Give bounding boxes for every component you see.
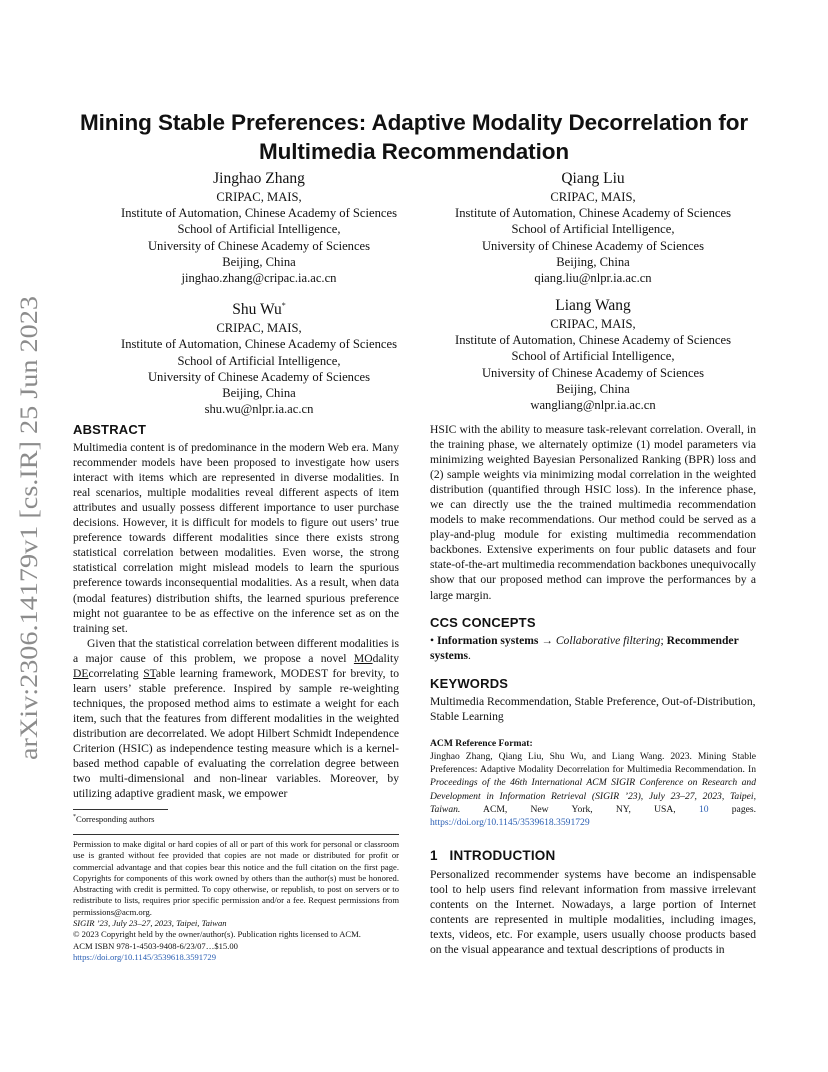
- paper-title-line-2: Multimedia Recommendation: [258, 139, 570, 164]
- ccs-heading: CCS CONCEPTS: [430, 614, 536, 630]
- abstract-text: Given that the statistical correlation between different modalities is a major cause of this problem, we propose a novel: [73, 636, 399, 665]
- author-location: Beijing, China: [222, 385, 296, 400]
- ccs-bullet: •: [430, 633, 435, 647]
- introduction-paragraph: Personalized recommender systems have become an indispensable tool to help users find relevant information from massive irrelevant contents on the Internet. Nowadays, a large portion of Internet contents are represented in multiple modalities, including images, texts, videos, etc. For example, users usually choose products based on the visual appearance and textual descriptions of products in: [430, 867, 756, 956]
- ccs-concepts: [430, 633, 756, 663]
- author-email: shu.wu@nlpr.ia.ac.cn: [204, 402, 314, 417]
- acronym-letter: MO: [353, 651, 373, 665]
- footnote-mark: *: [73, 814, 76, 820]
- author-affiliation: University of Chinese Academy of Sciences: [481, 238, 705, 253]
- author-location: Beijing, China: [222, 254, 296, 269]
- permission-notice: Permission to make digital or hard copies of all or part of this work for personal or classroom use is granted without fee provided that copies are not made or distributed for profit or commercial advantage and that copies bear this notice and the full citation on the first page. Copyrights for components of this work owned by others than the author(s) must be honored. Abstracting with credit is permitted. To copy otherwise, or republish, to post on servers or to redistribute to lists, requires prior specific permission and/or a fee. Request permissions from permissions@acm.org.: [73, 839, 399, 917]
- reference-authors: Jinghao Zhang, Qiang Liu, Shu Wu, and Liang Wang. 2023. Mining Stable Preferences: Adaptive Modality Decorrelation for Multimedia Recommendation. In: [430, 750, 756, 776]
- author-name: Liang Wang: [555, 297, 631, 314]
- acronym-letter: DE: [73, 666, 89, 680]
- corresponding-footnote: [73, 812, 399, 825]
- abstract-text: dality: [372, 651, 399, 665]
- author-block-4: [404, 296, 782, 413]
- reference-publisher: ACM, New York, NY, USA,: [460, 804, 699, 816]
- author-affiliation: School of Artificial Intelligence,: [177, 353, 341, 368]
- abstract-section: [73, 422, 399, 801]
- paper-title: [60, 108, 768, 166]
- author-block-3: [70, 296, 448, 417]
- author-location: Beijing, China: [556, 381, 630, 396]
- reference-doi-link[interactable]: https://doi.org/10.1145/3539618.3591729: [430, 817, 590, 829]
- footnote-text: Corresponding authors: [76, 813, 155, 824]
- abstract-text: able learning framework, MODEST for brevity, to learn users’ stable preference. Inspired by sample re-weighting techniques, the proposed method aims to estimate a weight for each item, such that the features from different modalities in the weighted distribution are decorrelated. We adopt Hilbert Schmidt Independence Criterion (HSIC) as independence testing measure which is a kernel-based method capable of evaluating the correlation degree between two multi-dimensional and non-linear variables. Moreover, by utilizing adaptive gradient mask, we empower: [73, 666, 399, 801]
- author-affiliation: Institute of Automation, Chinese Academy of Sciences: [121, 206, 397, 221]
- acronym-letter: ST: [143, 666, 156, 680]
- abstract-text: correlating: [88, 666, 144, 680]
- reference-proceedings: Proceedings of the 46th International ACM SIGIR Conference on Research and Development in Information Retrieval (SIGIR ’23), July 23–27, 2023, Taipei, Taiwan.: [430, 777, 756, 816]
- footnote-rule: [73, 809, 168, 810]
- author-block-1: [70, 169, 448, 286]
- abstract-heading: ABSTRACT: [73, 422, 147, 437]
- right-column: [430, 422, 756, 957]
- keywords-text: Multimedia Recommendation, Stable Preference, Out-of-Distribution, Stable Learning: [430, 694, 756, 723]
- abstract-paragraph-1: Multimedia content is of predominance in the modern Web era. Many recommender models have been proposed to investigate how users interact with items which are represented in diverse modalities. In real scenarios, multiple modalities reveal different aspects of item attributes and usually possess different importance to user purchase decisions. However, it is difficult for models to figure out users’ true preference towards different modalities since there exists strong statistical correlation between modalities. Even worse, the strong statistical correlation might mislead models to learn the spurious preference towards inconsequential modalities. As a result, when data (modal features) distribution shifts, the learned spurious preference might not guarantee to be as effective on the inference set as on the training set.: [73, 441, 399, 635]
- copyright-line: © 2023 Copyright held by the owner/author(s). Publication rights licensed to ACM.: [73, 929, 361, 940]
- corresponding-mark: *: [281, 301, 286, 310]
- author-affiliation: University of Chinese Academy of Sciences: [147, 369, 371, 384]
- doi-link[interactable]: https://doi.org/10.1145/3539618.3591729: [73, 951, 216, 962]
- author-affiliation: University of Chinese Academy of Sciences: [147, 238, 371, 253]
- author-affiliation: CRIPAC, MAIS,: [550, 317, 636, 331]
- author-location: Beijing, China: [556, 254, 630, 269]
- author-affiliation: CRIPAC, MAIS,: [216, 321, 302, 336]
- author-name: Shu Wu: [232, 301, 282, 319]
- author-affiliation: School of Artificial Intelligence,: [177, 222, 341, 237]
- reference-pages-label: pages.: [708, 804, 757, 816]
- permission-block: [73, 839, 399, 963]
- reference-format-text: [430, 750, 756, 830]
- venue-line: SIGIR ’23, July 23–27, 2023, Taipei, Taiwan: [73, 918, 227, 929]
- author-name-line: [70, 296, 448, 320]
- author-name: Qiang Liu: [561, 170, 625, 187]
- author-block-2: [404, 169, 782, 286]
- author-affiliation: Institute of Automation, Chinese Academy of Sciences: [455, 333, 731, 348]
- author-affiliation: Institute of Automation, Chinese Academy of Sciences: [121, 337, 397, 352]
- author-affiliation: School of Artificial Intelligence,: [511, 222, 675, 237]
- paper-title-line-1: Mining Stable Preferences: Adaptive Modality Decorrelation for: [79, 110, 749, 135]
- keywords-heading: KEYWORDS: [430, 675, 509, 691]
- author-affiliation: University of Chinese Academy of Sciences: [481, 365, 705, 380]
- ccs-separator: ;: [660, 633, 667, 647]
- permission-rule: [73, 834, 399, 835]
- author-affiliation: School of Artificial Intelligence,: [511, 349, 675, 364]
- ccs-subcategory: Collaborative filtering: [555, 633, 661, 647]
- author-affiliation: Institute of Automation, Chinese Academy of Sciences: [455, 206, 731, 221]
- reference-pages-count: 10: [698, 804, 709, 816]
- arxiv-stamp: [8, 294, 48, 762]
- author-affiliation: CRIPAC, MAIS,: [216, 190, 302, 204]
- author-email: qiang.liu@nlpr.ia.ac.cn: [534, 271, 652, 286]
- ccs-category: Recommender systems: [430, 633, 739, 662]
- arxiv-stamp-text: arXiv:2306.14179v1 [cs.IR] 25 Jun 2023: [14, 340, 43, 760]
- author-email: jinghao.zhang@cripac.ia.ac.cn: [181, 271, 337, 286]
- isbn-line: ACM ISBN 978-1-4503-9408-6/23/07…$15.00: [73, 940, 238, 951]
- reference-format-heading: ACM Reference Format:: [430, 737, 533, 749]
- ccs-end: .: [468, 648, 471, 662]
- author-affiliation: CRIPAC, MAIS,: [550, 190, 636, 204]
- abstract-paragraph-2: [73, 636, 399, 802]
- ccs-category: Information systems: [436, 633, 539, 647]
- author-name: Jinghao Zhang: [213, 170, 305, 187]
- abstract-paragraph-3: HSIC with the ability to measure task-relevant correlation. Overall, in the training phase, we alternately optimize (1) model parameters via minimizing weighted Bayesian Personalized Ranking (BPR) loss and (2) sample weights via minimizing modal correlation in the weighted distribution (quantified through HSIC loss). In the inference phase, we can directly use the the trained multimedia recommendation models to make recommendations. Our method could be served as a play-and-plug module for existing multimedia recommendation backbones. Extensive experiments on four public datasets and four state-of-the-art multimedia recommendation backbones unequivocally show that our proposed method can improve the performances by a large margin.: [430, 423, 756, 602]
- introduction-heading: 1 INTRODUCTION: [430, 847, 556, 863]
- author-email: wangliang@nlpr.ia.ac.cn: [530, 398, 656, 413]
- ccs-arrow: →: [538, 633, 556, 647]
